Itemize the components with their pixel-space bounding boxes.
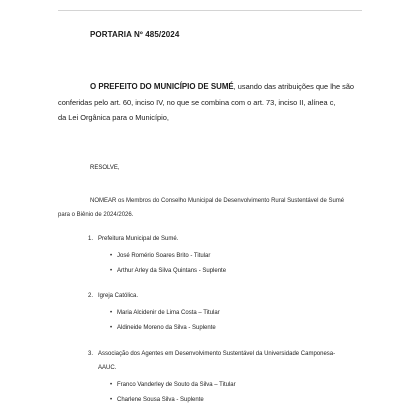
member-name: José Romério Soares Brito - Titular bbox=[117, 253, 211, 259]
bullet-icon: • bbox=[110, 397, 113, 403]
document-title: PORTARIA Nº 485/2024 bbox=[90, 30, 180, 39]
member-name: Arthur Arley da Silva Quintans - Suplente bbox=[117, 268, 227, 274]
bullet-icon: • bbox=[110, 253, 113, 259]
entity-name-continuation: AAUC. bbox=[98, 365, 117, 371]
intro-paragraph bbox=[58, 79, 372, 126]
member-entry bbox=[110, 268, 226, 274]
entity-name: Prefeitura Municipal de Sumé. bbox=[98, 236, 179, 242]
member-entry bbox=[110, 397, 204, 403]
nomear-line1: NOMEAR os Membros do Conselho Municipal de Desenvolvimento Rural Sustentável de Sumé bbox=[90, 198, 345, 204]
member-name: Charlene Sousa Silva - Suplente bbox=[117, 397, 204, 403]
intro-line1-rest: , usando das atribuições que lhe são bbox=[233, 82, 355, 91]
entity-name: Associação dos Agentes em Desenvolvimento Sustentável da Universidade Camponesa- bbox=[98, 351, 336, 357]
intro-line3: da Lei Orgânica para o Município, bbox=[58, 113, 169, 122]
nomear-line2: para o Biênio de 2024/2026. bbox=[58, 212, 134, 218]
bullet-icon: • bbox=[110, 382, 113, 388]
resolve-heading: RESOLVE, bbox=[90, 165, 120, 171]
member-entry bbox=[110, 253, 210, 259]
entity-number: 1. bbox=[88, 236, 94, 242]
entity-number: 3. bbox=[88, 351, 94, 357]
intro-line2: conferidas pelo art. 60, inciso IV, no que se combina com o art. 73, inciso II, alínea c, bbox=[58, 97, 336, 107]
bullet-icon: • bbox=[110, 310, 113, 316]
member-entry bbox=[110, 310, 220, 316]
intro-bold-lead: O PREFEITO DO MUNICÍPIO DE SUMÉ bbox=[90, 82, 234, 91]
member-entry bbox=[110, 325, 216, 331]
member-name: Aldineide Moreno da Silva - Suplente bbox=[117, 325, 216, 331]
top-divider bbox=[58, 10, 362, 11]
member-name: Maria Alcidenir de Lima Costa – Titular bbox=[117, 310, 220, 316]
member-name: Franco Vanderley de Souto da Silva – Titular bbox=[117, 382, 236, 388]
entity-number: 2. bbox=[88, 293, 94, 299]
entity-name: Igreja Católica. bbox=[98, 293, 139, 299]
bullet-icon: • bbox=[110, 268, 113, 274]
nomear-paragraph bbox=[58, 194, 390, 222]
member-entry bbox=[110, 382, 236, 388]
bullet-icon: • bbox=[110, 325, 113, 331]
